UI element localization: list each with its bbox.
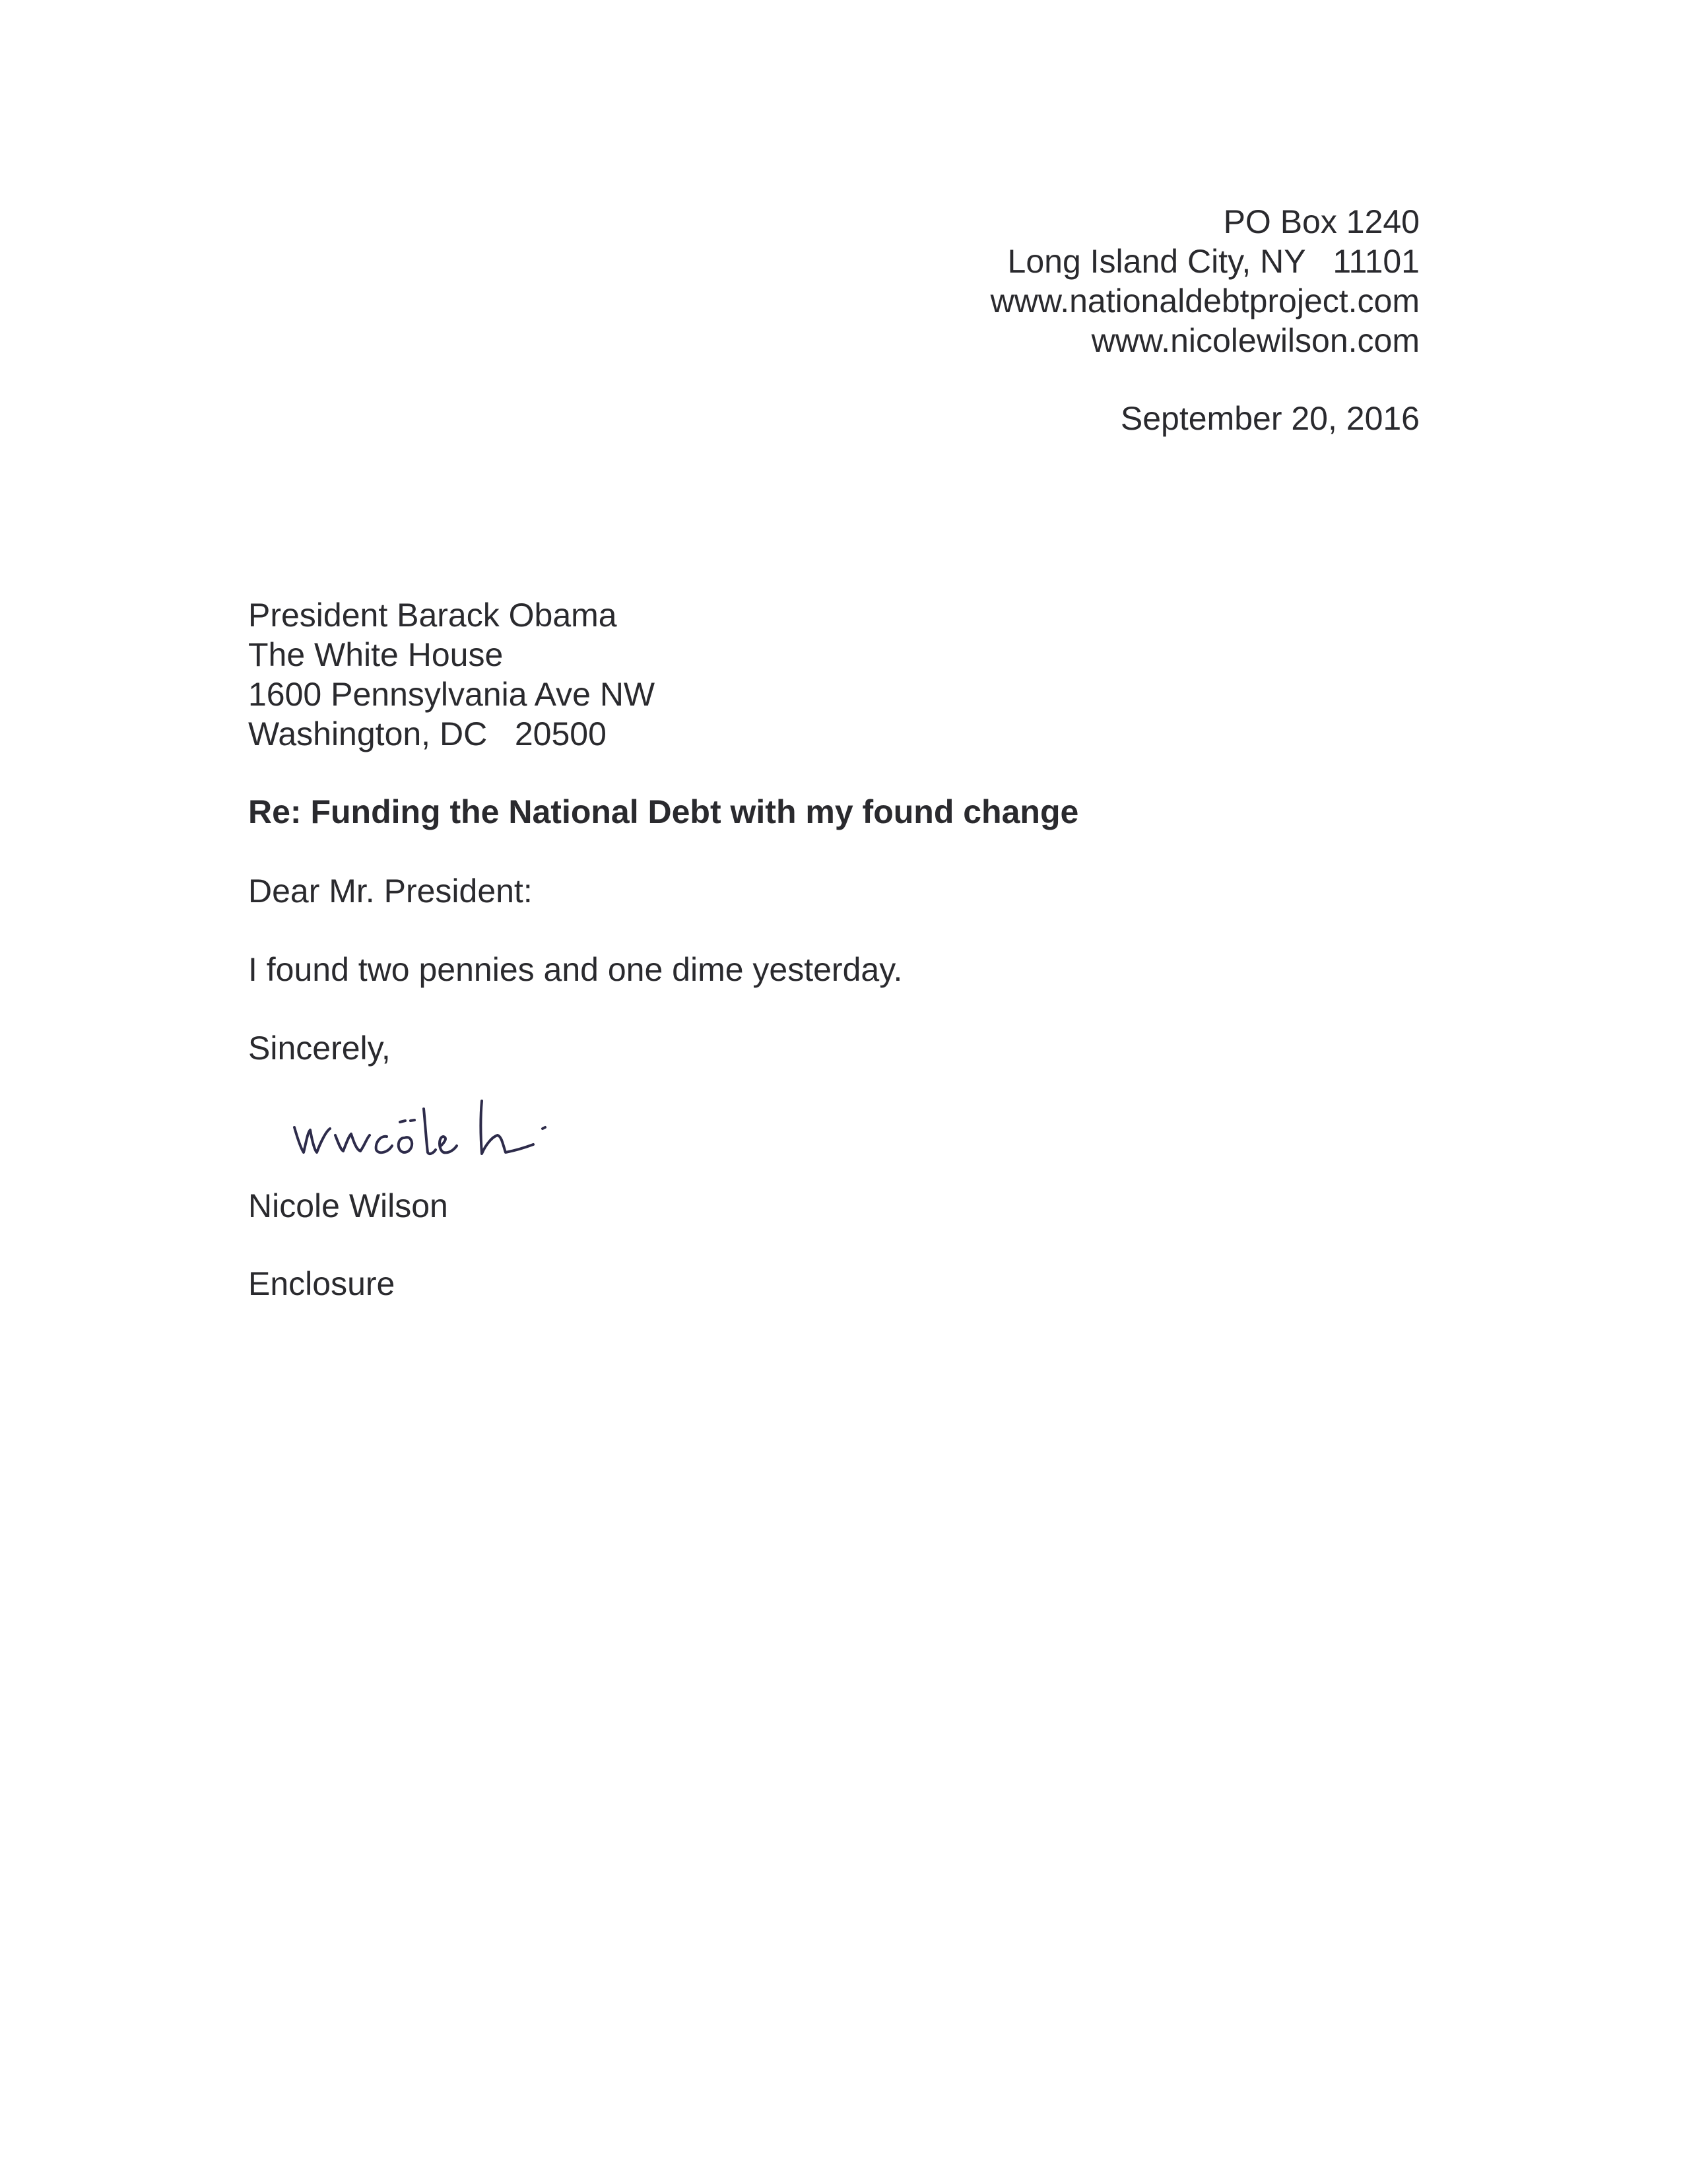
sender-website-line: www.nicolewilson.com — [1091, 322, 1420, 359]
sender-address-line: PO Box 1240 — [1223, 203, 1420, 240]
sender-address-line: Long Island City, NY 11101 — [1007, 243, 1420, 280]
closing: Sincerely, — [248, 1030, 391, 1067]
recipient-address-block — [248, 595, 655, 754]
recipient-name: President Barack Obama — [248, 597, 617, 634]
letter-date: September 20, 2016 — [1120, 400, 1420, 437]
recipient-address-line: 1600 Pennsylvania Ave NW — [248, 676, 655, 713]
letter-body: I found two pennies and one dime yesterday. — [248, 951, 903, 988]
signer-name: Nicole Wilson — [248, 1187, 448, 1224]
handwritten-signature-icon — [288, 1089, 631, 1168]
sender-address-block — [991, 202, 1420, 360]
recipient-address-line: The White House — [248, 636, 504, 673]
recipient-address-line: Washington, DC 20500 — [248, 715, 607, 752]
subject-line: Re: Funding the National Debt with my found change — [248, 793, 1079, 830]
salutation: Dear Mr. President: — [248, 873, 533, 910]
enclosure-notation: Enclosure — [248, 1265, 395, 1302]
sender-website-line: www.nationaldebtproject.com — [990, 282, 1420, 319]
